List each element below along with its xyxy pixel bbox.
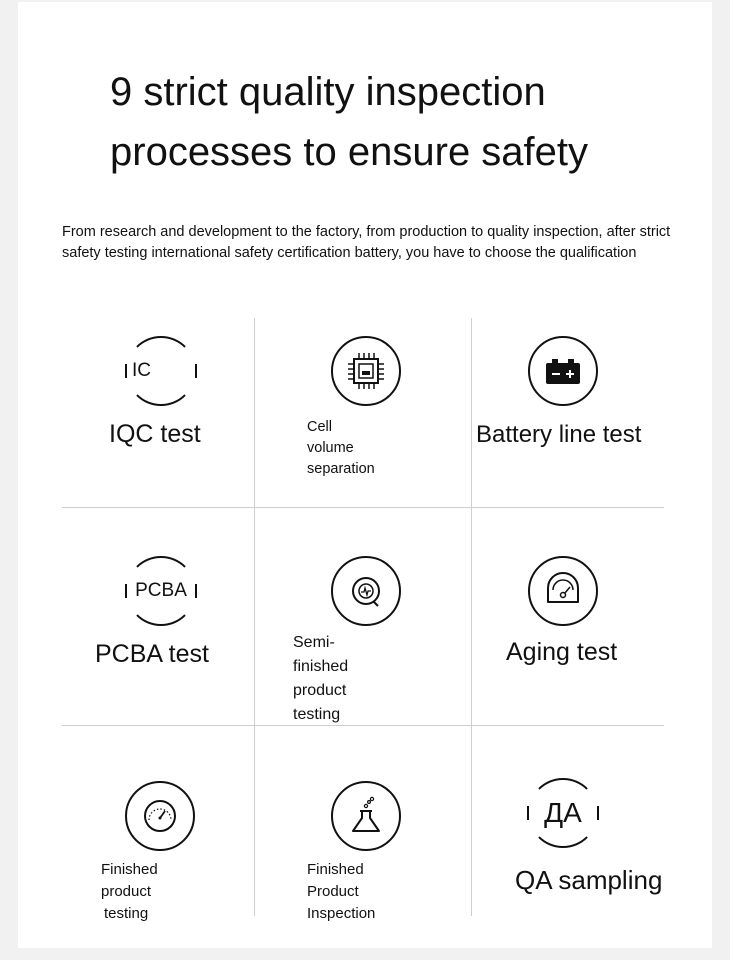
item-label: Cell volume separation [307, 419, 375, 477]
flask-icon [331, 781, 401, 851]
pcba-text-icon [126, 556, 196, 626]
gauge-icon [528, 556, 598, 626]
speedometer-icon [125, 781, 195, 851]
grid-line-vertical-1 [254, 318, 255, 916]
grid-line-horizontal-1 [62, 507, 664, 508]
ic-icon-text: IC [132, 360, 151, 381]
battery-icon [528, 336, 598, 406]
description-text: From research and development to the factory, from production to quality inspection, after strict safety testing international safety certification battery, you have to choose the qualification [62, 224, 671, 261]
ic-text-icon [126, 336, 196, 406]
pcba-icon-text: PCBA [135, 580, 187, 601]
item-label: Battery line test [476, 421, 642, 448]
item-label: Finished Product Inspection [307, 861, 376, 922]
qa-icon-text: ДА [544, 797, 582, 828]
item-label: Finished product testing [101, 861, 158, 922]
item-label: QA sampling [515, 865, 663, 895]
item-label: Aging test [506, 638, 618, 666]
title-line-2: processes to ensure safety [110, 130, 589, 174]
chip-icon [331, 336, 401, 406]
grid-line-vertical-2 [471, 318, 472, 916]
item-label: IQC test [109, 420, 201, 448]
item-label: Semi-finished product testing [293, 634, 349, 723]
magnifier-waveform-icon [331, 556, 401, 626]
item-label: PCBA test [95, 640, 209, 668]
title-line-1: 9 strict quality inspection [110, 70, 546, 114]
grid-line-horizontal-2 [62, 725, 664, 726]
page-title [110, 62, 670, 182]
qa-text-icon [528, 778, 598, 848]
